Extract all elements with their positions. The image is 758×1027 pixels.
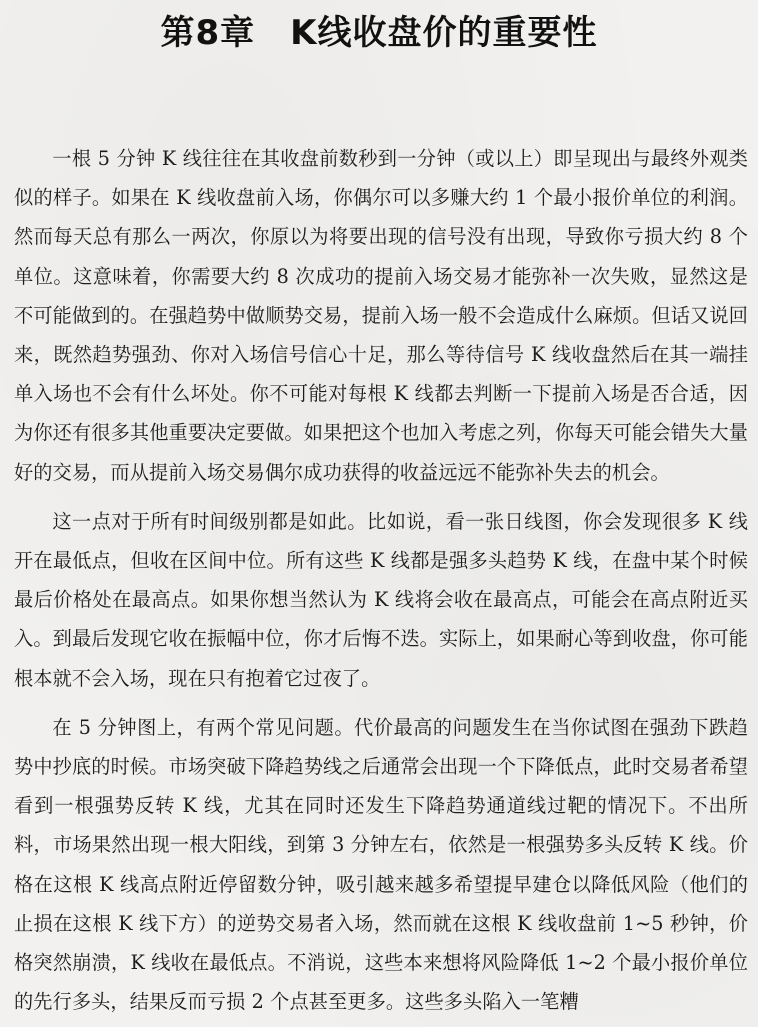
chapter-title: 第8章 K线收盘价的重要性 xyxy=(160,13,598,53)
paragraph-2: 这一点对于所有时间级别都是如此。比如说，看一张日线图，你会发现很多 K 线开在最低点，但收在区间中位。所有这些 K 线都是强多头趋势 K 线，在盘中某个时候最后价格处在最高点。如果你想当然认为 K 线将会收在最高点，可能会在高点附近买入。到最后发现它收在振幅中位，你才后悔不迭。实际上，如果耐心等到收盘，你可能根本就不会入场，现在只有抱着它过夜了。 xyxy=(14,509,748,690)
paragraph-1: 一根 5 分钟 K 线往往在其收盘前数秒到一分钟（或以上）即呈现出与最终外观类似的样子。如果在 K 线收盘前入场，你偶尔可以多赚大约 1 个最小报价单位的利润。然而每天总有那么一两次，你原以为将要出现的信号没有出现，导致你亏损大约 8 个单位。这意味着，你需要大约 8 次成功的提前入场交易才能弥补一次失败，显然这是不可能做到的。在强趋势中做顺势交易，提前入场一般不会造成什么麻烦。但话又说回来，既然趋势强劲、你对入场信号信心十足，那么等待信号 K 线收盘然后在其一端挂单入场也不会有什么坏处。你不可能对每根 K 线都去判断一下提前入场是否合适，因为你还有很多其他重要决定要做。如果把这个也加入考虑之列，你每天可能会错失大量好的交易，而从提前入场交易偶尔成功获得的收益远远不能弥补失去的机会。 xyxy=(14,147,748,484)
paragraph-3: 在 5 分钟图上，有两个常见问题。代价最高的问题发生在当你试图在强劲下跌趋势中抄底的时候。市场突破下降趋势线之后通常会出现一个下降低点，此时交易者希望看到一根强势反转 K 线，尤其在同时还发生下降趋势通道线过靶的情况下。不出所料，市场果然出现一根大阳线，到第 3 分钟左右，依然是一根强势多头反转 K 线。价格在这根 K 线高点附近停留数分钟，吸引越来越多希望提早建仓以降低风险（他们的止损在这根 K 线下方）的逆势交易者入场，然而就在这根 K 线收盘前 1~5 秒钟，价格突然崩溃，K 线收在最低点。不消说，这些本来想将风险降低 1~2 个最小报价单位的先行多头，结果反而亏损 2 个点甚至更多。这些多头陷入一笔糟 xyxy=(14,715,748,1014)
body-text xyxy=(14,139,748,1021)
